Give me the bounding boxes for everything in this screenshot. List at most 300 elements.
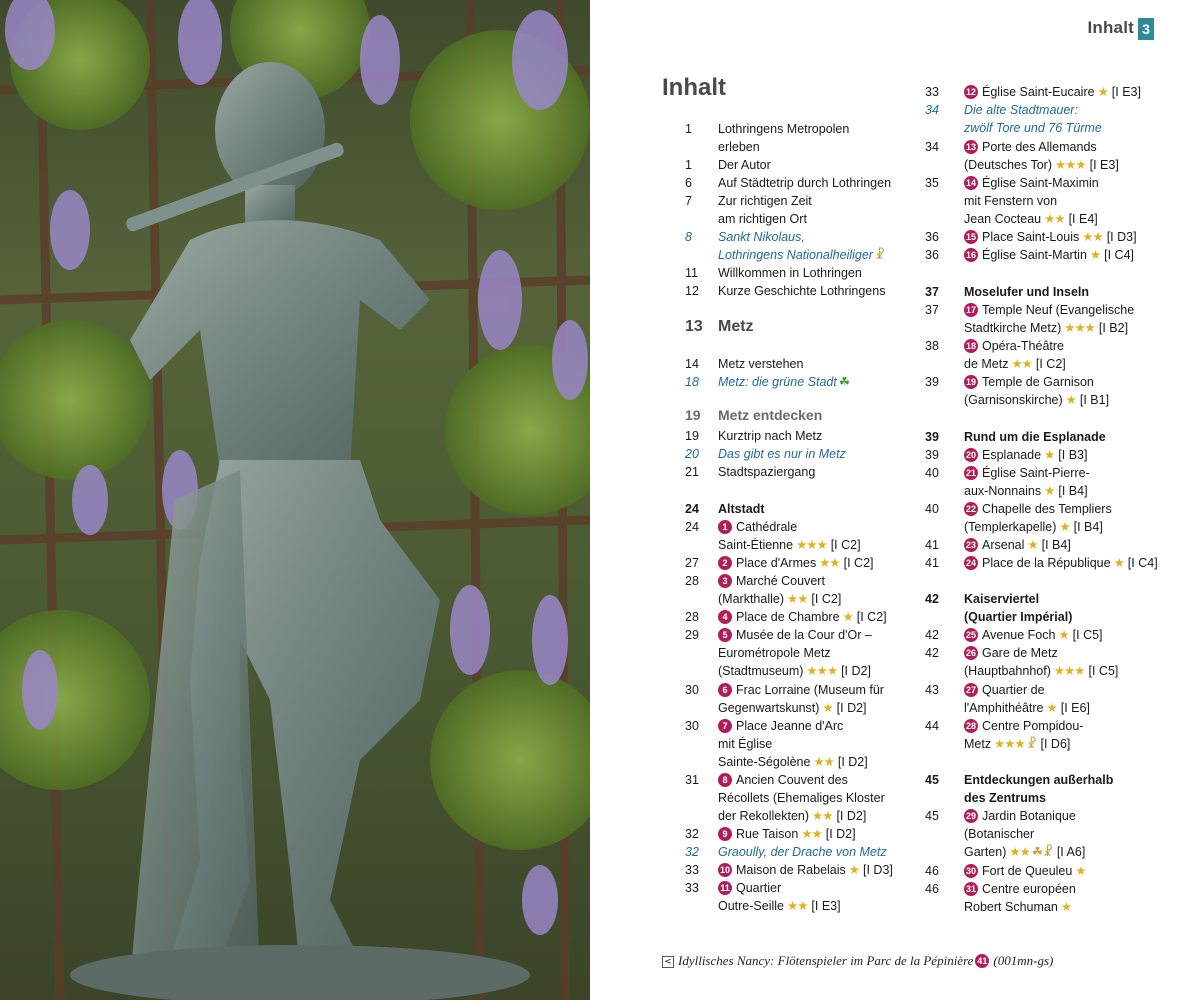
toc-entry-line-text: l'Amphithéâtre <box>964 701 1044 715</box>
toc-entry <box>925 717 1170 753</box>
toc-entry-line <box>718 897 841 915</box>
toc-entry-text <box>964 301 1134 337</box>
toc-entry-line <box>718 246 885 264</box>
toc-entry-line-text: Der Autor <box>718 158 771 172</box>
toc-entry-line-text: Kurze Geschichte Lothringens <box>718 284 886 298</box>
toc-entry <box>680 518 915 554</box>
toc-entry-line-text: (Botanischer <box>964 827 1035 841</box>
star-rating-icon: ★ <box>1044 448 1055 462</box>
toc-page-number: 42 <box>925 592 939 606</box>
map-reference: [I E3] <box>1089 158 1119 172</box>
sight-number-marker: 14 <box>965 178 976 188</box>
toc-page-number: 33 <box>685 881 699 895</box>
map-reference: [I C4] <box>1104 248 1134 262</box>
toc-entry-line <box>718 572 841 590</box>
toc-entry <box>680 554 915 572</box>
toc-page-number: 18 <box>685 375 699 389</box>
star-rating-icon: ★★ <box>819 556 840 570</box>
toc-entry-line-text: Auf Städtetrip durch Lothringen <box>718 176 892 190</box>
sight-number-marker: 16 <box>965 250 976 260</box>
toc-entry-line <box>718 843 887 861</box>
toc-page-number: 19 <box>685 429 699 443</box>
toc-entry-line <box>718 879 841 897</box>
toc-entry-line <box>718 681 884 699</box>
toc-entry-line-text: Lothringens Nationalheiliger <box>718 248 873 262</box>
toc-entry-line <box>964 500 1112 518</box>
sight-number-marker: 7 <box>718 719 732 733</box>
toc-entry-line-text: der Rekollekten) <box>718 809 810 823</box>
toc-entry-text <box>718 771 885 825</box>
toc-entry-line <box>964 373 1109 391</box>
toc-entry-line <box>964 681 1090 699</box>
toc-entry-line <box>964 156 1119 174</box>
toc-entry-line-text: Willkommen in Lothringen <box>718 266 862 280</box>
toc-entry-line <box>964 464 1090 482</box>
toc-entry-line-text: Jean Cocteau <box>964 212 1042 226</box>
toc-entry-line-text: Stadtspaziergang <box>718 465 816 479</box>
toc-entry-text <box>718 825 856 843</box>
toc-page-number: 39 <box>925 430 939 444</box>
star-rating-icon: ★★★ <box>796 538 827 552</box>
toc-page-number: 8 <box>685 230 692 244</box>
toc-entry <box>925 536 1170 554</box>
toc-entry-line-text: erleben <box>718 140 760 154</box>
toc-entry-text <box>718 681 884 717</box>
map-reference: [I B1] <box>1079 393 1110 407</box>
toc-entry-text <box>718 608 887 626</box>
toc-entry-line-text: Église Saint-Martin <box>982 248 1087 262</box>
star-rating-icon: ★★ <box>787 899 808 913</box>
toc-entry-line-text: Centre européen <box>982 882 1076 896</box>
sight-number-marker: 28 <box>965 721 976 731</box>
toc-entry-line <box>964 428 1106 446</box>
toc-entry-line-text: de Metz <box>964 357 1009 371</box>
toc-entry-line <box>718 608 887 626</box>
toc-entry-line-text: Sankt Nikolaus, <box>718 230 805 244</box>
toc-entry-line <box>718 228 885 246</box>
page-header-title: Inhalt <box>1087 18 1134 37</box>
toc-entry-line-text: Ancien Couvent des <box>736 773 848 787</box>
toc-entry-line <box>964 590 1072 608</box>
toc-page-number: 32 <box>685 845 699 859</box>
toc-entry-text <box>718 463 815 481</box>
sight-number-marker: 5 <box>718 628 732 642</box>
toc-entry-line-text: Place d'Armes <box>736 556 817 570</box>
toc-entry-line <box>718 554 874 572</box>
toc-entry <box>925 446 1170 464</box>
toc-entry-text <box>964 862 1086 880</box>
toc-entry-line <box>964 735 1083 753</box>
sight-number-marker: 1 <box>718 520 732 534</box>
star-rating-icon: ★★ <box>812 809 833 823</box>
toc-page-number: 43 <box>925 683 939 697</box>
toc-entry-line-text: Marché Couvert <box>736 574 825 588</box>
toc-entry-line <box>718 825 856 843</box>
toc-entry-line <box>718 192 812 210</box>
toc-entry <box>925 807 1170 861</box>
toc-entry-line-text: Quartier de <box>982 683 1045 697</box>
toc-entry <box>680 771 915 825</box>
toc-entry <box>925 554 1170 572</box>
toc-page-number: 39 <box>925 375 939 389</box>
toc-entry-line-text: Moselufer und Inseln <box>964 285 1090 299</box>
toc-entry-line-text: Eurométropole Metz <box>718 646 831 660</box>
toc-entry-line-text: Kurztrip nach Metz <box>718 429 823 443</box>
toc-entry-text <box>964 101 1102 137</box>
star-rating-icon: ★ <box>1075 864 1086 878</box>
toc-entry-line-text: aux-Nonnains <box>964 484 1042 498</box>
map-reference: [I B2] <box>1098 321 1129 335</box>
map-reference: [I C2] <box>856 610 887 624</box>
toc-entry-text <box>964 83 1141 101</box>
star-rating-icon: ★★★ <box>1064 321 1095 335</box>
star-rating-icon: ★★★ <box>994 737 1025 751</box>
toc-entry-line-text: Porte des Allemands <box>982 140 1097 154</box>
toc-entry-text <box>718 518 861 554</box>
toc-entry-line <box>718 771 885 789</box>
sight-number-marker: 27 <box>965 685 976 695</box>
toc-page-number: 38 <box>925 339 939 353</box>
toc-entry-text <box>718 843 887 861</box>
sight-number-marker: 11 <box>718 881 732 895</box>
toc-entry-line <box>718 120 849 138</box>
toc-entry-line-text: (Garnisonskirche) <box>964 393 1063 407</box>
toc-entry-text <box>964 880 1076 916</box>
toc-entry-line <box>718 717 868 735</box>
toc-entry-line-text: Place Saint-Louis <box>982 230 1080 244</box>
toc-entry-text <box>718 717 868 771</box>
toc-entry-line-text: Opéra-Théâtre <box>982 339 1064 353</box>
map-reference: [I E4] <box>1068 212 1098 226</box>
toc-entry-line <box>718 644 872 662</box>
toc-page-number: 14 <box>685 357 699 371</box>
toc-entry-line <box>964 843 1085 861</box>
toc-entry-line-text: Fort de Queuleu <box>982 864 1073 878</box>
person-icon: ☧ <box>874 248 885 262</box>
toc-entry-line-text: Rund um die Esplanade <box>964 430 1106 444</box>
sight-number-marker: 12 <box>965 87 976 97</box>
toc-entry <box>680 463 915 481</box>
toc-entry-text <box>964 500 1112 536</box>
toc-entry-line <box>718 753 868 771</box>
toc-entry <box>680 174 915 192</box>
toc-page-number: 32 <box>685 827 699 841</box>
toc-entry-text <box>718 427 822 445</box>
toc-page-number: 27 <box>685 556 699 570</box>
toc-entry-text <box>718 228 885 264</box>
toc-entry <box>680 500 915 518</box>
map-reference: [I D2] <box>836 809 867 823</box>
toc-entry <box>680 717 915 771</box>
toc-entry-text <box>964 246 1134 264</box>
toc-entry-line <box>964 825 1085 843</box>
map-reference: [I D6] <box>1040 737 1071 751</box>
toc-entry-line-text: zwölf Tore und 76 Türme <box>964 121 1102 135</box>
toc-entry-line <box>718 861 893 879</box>
toc-entry-line-text: Église Saint-Maximin <box>982 176 1099 190</box>
map-reference: [I C2] <box>843 556 874 570</box>
toc-entry-line <box>718 662 872 680</box>
toc-page-number: 33 <box>925 85 939 99</box>
toc-entry <box>680 192 915 228</box>
star-rating-icon: ★★ <box>1082 230 1103 244</box>
toc-entry <box>680 626 915 680</box>
toc-entry-text <box>718 373 850 391</box>
toc-entry-line-text: (Hauptbahnhof) <box>964 664 1051 678</box>
map-reference: [I A6] <box>1056 845 1086 859</box>
toc-entry-line-text: Saint-Étienne <box>718 538 794 552</box>
toc-page-number: 41 <box>925 538 939 552</box>
toc-entry-line <box>718 626 872 644</box>
toc-entry-line-text: Rue Taison <box>736 827 799 841</box>
toc-page-number: 39 <box>925 448 939 462</box>
toc-entry-text <box>964 807 1085 861</box>
toc-entry-line <box>718 590 841 608</box>
toc-entry-line <box>964 301 1134 319</box>
toc-entry <box>680 608 915 626</box>
star-rating-icon: ★ <box>842 610 853 624</box>
toc-entry-line-text: Place de la République <box>982 556 1111 570</box>
map-reference: [I D3] <box>863 863 893 877</box>
star-rating-icon: ★ <box>1060 900 1072 914</box>
toc-entry-line-text: Maison de Rabelais <box>736 863 846 877</box>
star-rating-icon: ★★ <box>813 755 834 769</box>
toc-entry-line-text: Kaiserviertel <box>964 592 1040 606</box>
toc-entry-line-text: (Markthalle) <box>718 592 784 606</box>
sight-number-marker: 8 <box>718 773 732 787</box>
map-reference: [I B4] <box>1058 484 1088 498</box>
toc-page-number: 34 <box>925 140 939 154</box>
toc-entry <box>680 879 915 915</box>
sight-number-marker: 9 <box>718 827 732 841</box>
toc-entry-text <box>964 590 1072 626</box>
toc-entry <box>925 228 1170 246</box>
toc-entry <box>925 373 1170 409</box>
map-reference: [I C5] <box>1072 628 1103 642</box>
toc-entry-text <box>964 536 1071 554</box>
toc-entry-line <box>718 536 861 554</box>
toc-entry-line <box>718 406 822 424</box>
toc-entry-line <box>964 717 1083 735</box>
toc-entry <box>925 880 1170 916</box>
map-reference: [I C2] <box>830 538 861 552</box>
toc-entry-line-text: Esplanade <box>982 448 1042 462</box>
toc-page-number: 45 <box>925 773 939 787</box>
toc-entry-line <box>964 246 1134 264</box>
map-reference: [I C4] <box>1127 556 1158 570</box>
toc-page-number: 46 <box>925 864 939 878</box>
toc-entry-text <box>964 446 1087 464</box>
toc-entry-line-text: Metz <box>718 318 754 335</box>
toc-entry-line <box>964 536 1071 554</box>
toc-entry-line-text: Gare de Metz <box>982 646 1058 660</box>
toc-entry-line <box>964 83 1141 101</box>
toc-entry-text <box>964 283 1089 301</box>
toc-page-number: 30 <box>685 683 699 697</box>
toc-entry-line <box>964 880 1076 898</box>
toc-page-number: 19 <box>685 407 701 423</box>
toc-entry-line-text: Metz <box>964 737 992 751</box>
toc-entry-text <box>964 174 1099 228</box>
toc-entry-line-text: Metz entdecken <box>718 407 823 423</box>
toc-entry-line-text: Outre-Seille <box>718 899 784 913</box>
toc-entry-line-text: Zur richtigen Zeit <box>718 194 812 208</box>
toc-entry-line-text: Frac Lorraine (Museum für <box>736 683 884 697</box>
sight-number-marker: 23 <box>965 540 976 550</box>
toc-entry-line <box>964 898 1076 916</box>
toc-entry-line-text: Sainte-Ségolène <box>718 755 811 769</box>
map-reference: [I D2] <box>825 827 856 841</box>
toc-entry-line <box>964 446 1087 464</box>
toc-entry <box>925 862 1170 880</box>
sight-number-marker: 2 <box>718 556 732 570</box>
toc-entry <box>925 590 1170 626</box>
toc-page-number: 13 <box>685 318 703 335</box>
toc-page-number: 21 <box>685 465 699 479</box>
map-reference: [I B4] <box>1041 538 1071 552</box>
map-reference: [I D3] <box>1106 230 1137 244</box>
toc-entry-line-text: Quartier <box>736 881 782 895</box>
star-rating-icon: ★★ <box>1011 357 1032 371</box>
toc-entry-line <box>718 210 812 228</box>
toc-entry-line <box>718 789 885 807</box>
toc-entry-line <box>964 391 1109 409</box>
clover-person-icons: ☘☧ <box>1031 845 1053 859</box>
toc-entry-line <box>964 138 1119 156</box>
toc-entry-text <box>718 879 841 915</box>
toc-entry-line <box>964 807 1085 825</box>
toc-page-number: 36 <box>925 248 939 262</box>
sight-number-marker: 13 <box>965 142 976 152</box>
toc-entry <box>925 626 1170 644</box>
toc-entry <box>680 282 915 300</box>
toc-entry-line <box>964 319 1134 337</box>
toc-entry-line-text: Place Jeanne d'Arc <box>736 719 844 733</box>
toc-entry-line-text: Centre Pompidou- <box>982 719 1084 733</box>
toc-entry-line-text: Gegenwartskunst) <box>718 701 820 715</box>
star-rating-icon: ★★★ <box>806 664 838 678</box>
toc-page-number: 40 <box>925 466 939 480</box>
map-reference: [I E3] <box>811 899 841 913</box>
toc-entry-line <box>964 192 1099 210</box>
toc-entry-line-text: Arsenal <box>982 538 1025 552</box>
toc-entry-text <box>964 337 1066 373</box>
map-reference: [I C2] <box>811 592 842 606</box>
toc-page-number: 33 <box>685 863 699 877</box>
toc-entry-line <box>964 771 1113 789</box>
sight-number-marker: 18 <box>965 341 976 351</box>
toc-entry <box>925 101 1170 137</box>
toc-entry-text <box>964 228 1137 246</box>
toc-entry-line <box>718 156 771 174</box>
toc-entry-text <box>964 717 1083 753</box>
toc-entry-text <box>964 428 1106 446</box>
toc-entry <box>925 283 1170 301</box>
map-reference: [I E3] <box>1111 85 1141 99</box>
toc-entry-line <box>718 445 846 463</box>
toc-entry <box>680 825 915 843</box>
star-rating-icon: ★ <box>1058 628 1069 642</box>
star-rating-icon: ★ <box>1046 701 1057 715</box>
toc-entry-line <box>718 174 891 192</box>
toc-entry-text <box>964 464 1090 500</box>
map-reference: [I D2] <box>841 664 871 678</box>
toc-entry-line-text: mit Fenstern von <box>964 194 1058 208</box>
toc-entry-line <box>964 662 1118 680</box>
caption-text: Idyllisches Nancy: Flötenspieler im Parc de la Pépinière <box>678 953 974 968</box>
toc-page-number: 42 <box>925 646 939 660</box>
toc-entry-line-text: Garten) <box>964 845 1007 859</box>
toc-page-number: 35 <box>925 176 939 190</box>
toc-page-number: 41 <box>925 556 939 570</box>
toc-entry-line-text: Stadtkirche Metz) <box>964 321 1062 335</box>
map-reference: [I D2] <box>837 755 868 769</box>
sight-number-marker: 31 <box>965 884 976 894</box>
star-rating-icon: ★★ <box>1009 845 1030 859</box>
toc-entry-text <box>718 445 846 463</box>
star-rating-icon: ★ <box>1044 484 1055 498</box>
toc-entry-line <box>964 554 1158 572</box>
toc-entry-text <box>718 626 872 680</box>
toc-page-number: 45 <box>925 809 939 823</box>
toc-page-number: 28 <box>685 610 699 624</box>
toc-entry-line-text: Metz: die grüne Stadt <box>718 375 837 389</box>
sight-number-marker: 30 <box>965 866 976 876</box>
map-reference: [I C5] <box>1088 664 1119 678</box>
toc-entry-line-text: Musée de la Cour d'Or – <box>736 628 872 642</box>
toc-entry <box>680 156 915 174</box>
toc-entry-line-text: Avenue Foch <box>982 628 1056 642</box>
toc-entry-line-text: (Templerkapelle) <box>964 520 1057 534</box>
toc-entry-line <box>964 862 1086 880</box>
toc-entry-line <box>964 228 1137 246</box>
star-rating-icon: ★★ <box>1044 212 1065 226</box>
toc-entry <box>680 681 915 717</box>
photo-caption <box>662 953 1053 969</box>
sight-number-marker: 20 <box>965 450 976 460</box>
toc-page-number: 36 <box>925 230 939 244</box>
caption-code: (001mn-gs) <box>993 953 1054 968</box>
toc-entry-text <box>718 406 822 424</box>
toc-page-number: 20 <box>685 447 699 461</box>
toc-entry-text <box>964 644 1118 680</box>
star-rating-icon: ★ <box>1027 538 1038 552</box>
toc-entry-line <box>964 789 1113 807</box>
toc-entry <box>680 406 915 424</box>
toc-entry <box>680 228 915 264</box>
toc-entry-line-text: Graoully, der Drache von Metz <box>718 845 887 859</box>
toc-page-number: 37 <box>925 285 939 299</box>
toc-entry-line <box>964 101 1102 119</box>
toc-entry <box>680 861 915 879</box>
toc-entry-text <box>718 174 891 192</box>
toc-page-number: 40 <box>925 502 939 516</box>
toc-title: Inhalt <box>662 74 726 101</box>
toc-entry-line <box>718 807 885 825</box>
toc-entry-line-text: Die alte Stadtmauer: <box>964 103 1078 117</box>
toc-entry-text <box>718 192 812 228</box>
toc-entry <box>925 500 1170 536</box>
toc-entry-text <box>964 554 1158 572</box>
toc-page-number: 37 <box>925 303 939 317</box>
toc-entry-text <box>718 500 765 518</box>
toc-entry-text <box>964 138 1119 174</box>
toc-page-number: 6 <box>685 176 692 190</box>
toc-entry-line <box>718 318 754 336</box>
toc-entry <box>925 428 1170 446</box>
sight-number-marker: 4 <box>718 610 732 624</box>
sight-number-marker: 26 <box>965 648 976 658</box>
